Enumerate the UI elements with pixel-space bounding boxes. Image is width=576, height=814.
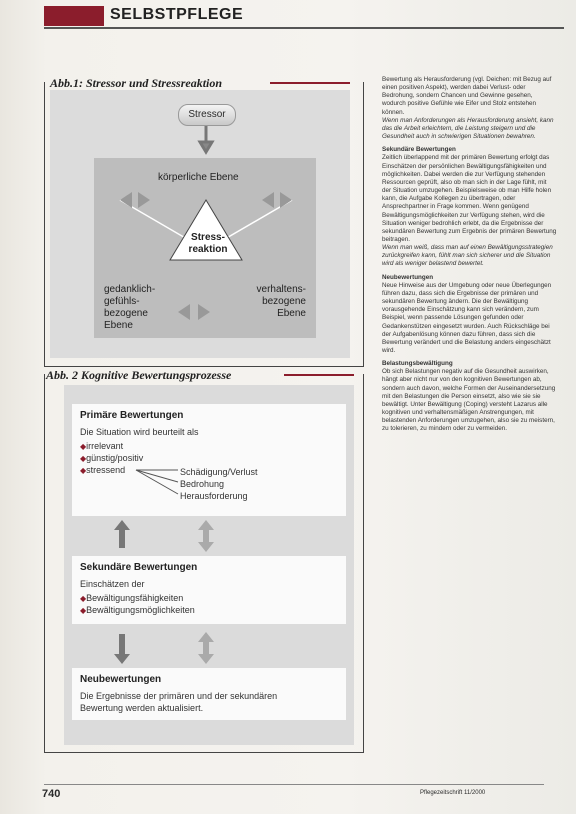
primaere-title: Primäre Bewertungen — [80, 410, 184, 421]
vertical-arrows-2 — [100, 628, 230, 668]
stress-item: Herausforderung — [180, 491, 248, 501]
stress-item: Schädigung/Verlust — [180, 467, 258, 477]
right-label-line: verhaltens- — [256, 284, 306, 295]
branch-arrows — [134, 464, 182, 500]
left-label-line: gefühls- — [104, 296, 140, 307]
primaere-item-label: stressend — [86, 465, 126, 475]
neubewertungen-title: Neubewertungen — [80, 674, 162, 685]
paragraph-italic: Wenn man Anforderungen als Herausforderung ansieht, kann das die Arbeit erleichtern, die Leistung steigern und die Gesundheit auch in schwierigen Situationen bewahren. — [382, 116, 554, 141]
double-arrow-icon — [280, 192, 292, 208]
figure1-title: Abb.1: Stressor und Stressreaktion — [50, 76, 223, 90]
sekundaere-intro: Einschätzen der — [80, 579, 145, 589]
primaere-item-label: irrelevant — [86, 441, 124, 451]
right-label-line: bezogene — [262, 296, 306, 307]
stressreaktion-line1: Stress- — [191, 232, 225, 243]
up-arrow-icon — [114, 520, 130, 548]
header-color-block — [44, 6, 104, 26]
vertical-arrows — [100, 516, 230, 556]
left-label-line: gedanklich- — [104, 284, 156, 295]
double-arrow-icon — [262, 192, 274, 208]
branch-line — [136, 470, 178, 494]
sekundaere-item-label: Bewältigungsmöglichkeiten — [86, 605, 195, 615]
stressor-pill: Stressor — [178, 104, 236, 126]
neubewertungen-box — [72, 668, 346, 720]
footer-source: Pflegezeitschrift 11/2000 — [420, 790, 486, 796]
diamond-bullet-icon: ◆ — [80, 606, 87, 615]
left-label-line: Ebene — [104, 320, 133, 331]
diamond-bullet-icon: ◆ — [80, 594, 87, 603]
verhaltens-ebene-label — [246, 284, 306, 320]
paragraph: Ob sich Belastungen negativ auf die Gesundheit auswirken, hängt aber nicht nur von den kognitiven Bewertungen ab, sondern auch davon, welche Formen der Auseinandersetzung mit den Belastungen die Person einsetzt, also wie sie sie bewältigt. Unter Bewältigung (Coping) versteht Lazarus alle kognitiven und verhaltensmäßigen Anstrengungen, mit belastenden Anforderungen umzugehen, also sie zu meistern, zu tolerieren, zu mindern oder zu vermeiden. — [382, 368, 556, 433]
branch-line — [136, 470, 178, 482]
down-arrow-icon — [114, 634, 130, 664]
paragraph-italic: Wenn man weiß, dass man auf einen Bewältigungsstrategien zurückgreifen kann, fühlt man sich sicherer und die Situation wird als weniger belastend bewertet. — [382, 244, 553, 268]
neubewertungen-text-1: Die Ergebnisse der primären und der sekundären — [80, 691, 278, 701]
paragraph: Neue Hinweise aus der Umgebung oder neue Überlegungen führen dazu, dass sich die Ergebnisse der primären und sekundären Bewertung ändern. Die der Bewältigung vorausgehende Einschätzung kann sich verändern, zum Beispiel, wenn passende Lösungen gefunden oder Gedankenstützen eingesetzt wurden. Auch Rückschläge bei der Aufgabenlösung können dazu führen, dass sich die Bewertung verändert und die Belastung anders eingeschätzt wird. — [382, 281, 552, 354]
stressreaktion-line2: reaktion — [188, 244, 228, 255]
paragraph: Bewertung als Herausforderung (vgl. Deichen: mit Bezug auf einen positiven Aspekt), werden dabei Verlust- oder Bedrohung, sondern Chancen und Gewinne gesehen, wodurch positive Gefühle wie Eifer und Stolz entstehen können. — [382, 76, 552, 116]
primaere-item-label: günstig/positiv — [86, 453, 144, 463]
diamond-bullet-icon: ◆ — [80, 442, 87, 451]
sekundaere-item — [80, 604, 195, 617]
footer-rule — [44, 784, 544, 785]
body-text-column — [382, 76, 557, 434]
left-label-line: bezogene — [104, 308, 148, 319]
down-arrow-icon — [200, 126, 212, 152]
double-vertical-arrow-icon — [198, 520, 214, 552]
stressreaktion-label — [188, 232, 228, 256]
diamond-bullet-icon: ◆ — [80, 466, 87, 475]
subheading: Sekundäre Bewertungen — [382, 146, 456, 154]
koerperliche-ebene-label: körperliche Ebene — [158, 172, 239, 183]
primaere-intro: Die Situation wird beurteilt als — [80, 427, 199, 437]
gedanklich-ebene-label — [104, 284, 155, 332]
figure2-title: Abb. 2 Kognitive Bewertungsprozesse — [46, 368, 232, 382]
header-rule — [44, 27, 564, 29]
diamond-bullet-icon: ◆ — [80, 454, 87, 463]
page-number: 740 — [42, 788, 61, 800]
right-label-line: Ebene — [277, 308, 306, 319]
primaere-item — [80, 464, 125, 477]
double-arrow-icon — [198, 304, 210, 320]
paragraph: Zeitlich überlappend mit der primären Bewertung erfolgt das Einschätzen der persönlichen Bewältigungsfähigkeiten und möglichkeiten. Dabei werden die zur Verfügung stehenden Ressourcen geprüft, also ob man sich in der Lage fühlt, mit der Situation umzugehen. Beispielsweise ob man Hilfe holen kann, die Aufgabe Kollegen zu übertragen, oder Ansprechpartner in Frage kommen. Wenn genügend Bewältigungsmöglichkeiten zur Verfügung stehen, wird die Situation weniger bedrohlich erlebt, da die Ergebnisse der sekundären Bewertung zum Ergebnis der primären Bewertung beitragen. — [382, 154, 557, 243]
subheading: Belastungsbewältigung — [382, 360, 453, 368]
sekundaere-bewertungen-box — [72, 556, 346, 624]
primaere-bewertungen-box — [72, 404, 346, 516]
subheading: Neubewertungen — [382, 273, 434, 281]
section-title: SELBSTPFLEGE — [110, 6, 244, 23]
sekundaere-item-label: Bewältigungsfähigkeiten — [86, 593, 184, 603]
double-arrow-icon — [178, 304, 190, 320]
neubewertungen-text-2: Bewertung werden aktualisiert. — [80, 703, 204, 713]
stress-item: Bedrohung — [180, 479, 225, 489]
sekundaere-title: Sekundäre Bewertungen — [80, 562, 198, 573]
double-arrow-icon — [138, 192, 150, 208]
double-vertical-arrow-icon — [198, 632, 214, 664]
double-arrow-icon — [120, 192, 132, 208]
